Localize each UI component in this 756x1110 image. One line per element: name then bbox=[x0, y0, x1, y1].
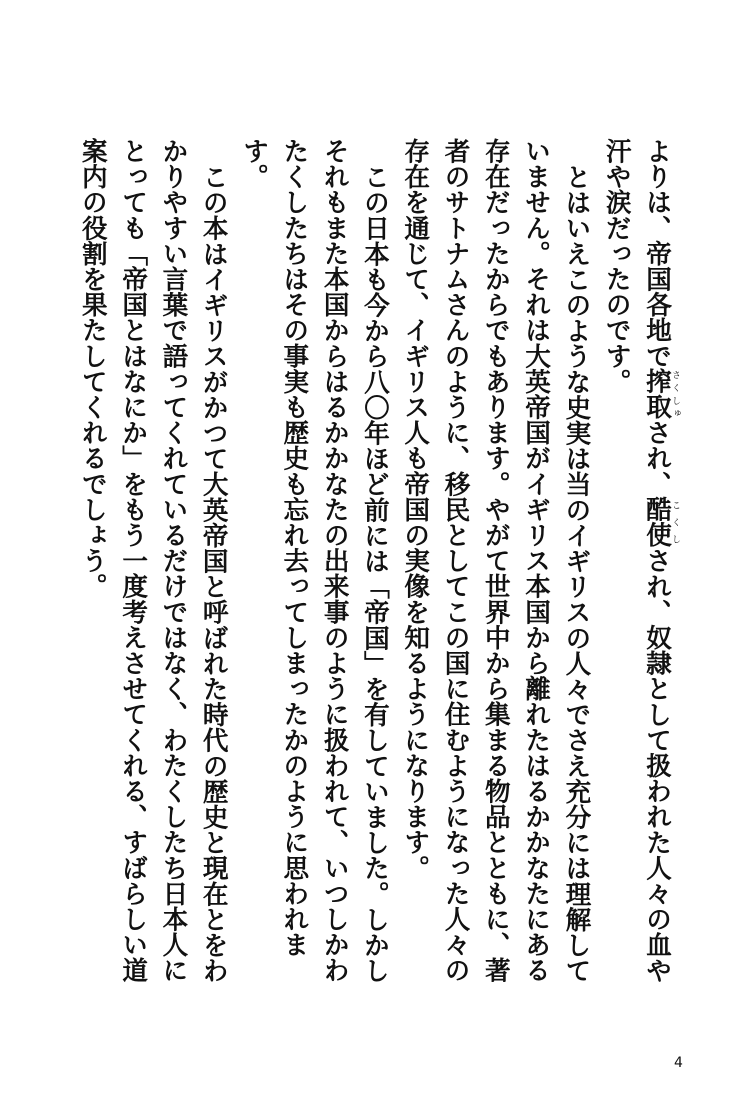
text-run: よりは、帝国各地で bbox=[642, 138, 672, 369]
text-run: され、 bbox=[642, 419, 672, 497]
paragraph bbox=[73, 138, 234, 983]
page-number: 4 bbox=[674, 1055, 683, 1071]
text-run: とはいえこのような史実は当のイギリスの人々でさえ充分には理解していません。それは大英帝国がイギリス本国から離れたはるかかなたにある存在だったからでもあります。やがて世界中から集まる物品とともに、著者のサトナムさんのように、移民としてこの国に住むようになった人々の存在を通じて、イギリス人も帝国の実像を知るようになります。 bbox=[400, 138, 592, 983]
ruby-reading: さくしゅ bbox=[670, 368, 680, 420]
paragraph bbox=[234, 138, 395, 983]
text-run: され、奴隷として扱われた人々の血や汗や涙だったのです。 bbox=[601, 138, 672, 983]
ruby-annotated-word bbox=[642, 368, 680, 420]
ruby-base: 酷使 bbox=[642, 496, 672, 548]
vertical-text-block bbox=[73, 138, 680, 983]
ruby-base: 搾取 bbox=[642, 368, 672, 420]
paragraph bbox=[596, 138, 680, 983]
paragraph bbox=[395, 138, 596, 983]
text-run: この日本も今から八〇年ほど前には「帝国」を有していました。しかしそれもまた本国からはるかかなたの出来事のように扱われて、いつしかわたくしたちはその事実も歴史も忘れ去ってしまったかのように思われます。 bbox=[239, 138, 390, 983]
ruby-annotated-word bbox=[642, 496, 680, 548]
text-run: この本はイギリスがかつて大英帝国と呼ばれた時代の歴史と現在とをわかりやすい言葉で語ってくれているだけではなく、わたくしたち日本人にとっても「帝国とはなにか」をもう一度考えさせてくれる、すばらしい道案内の役割を果たしてくれるでしょう。 bbox=[77, 138, 229, 983]
ruby-reading: こくし bbox=[670, 496, 680, 548]
